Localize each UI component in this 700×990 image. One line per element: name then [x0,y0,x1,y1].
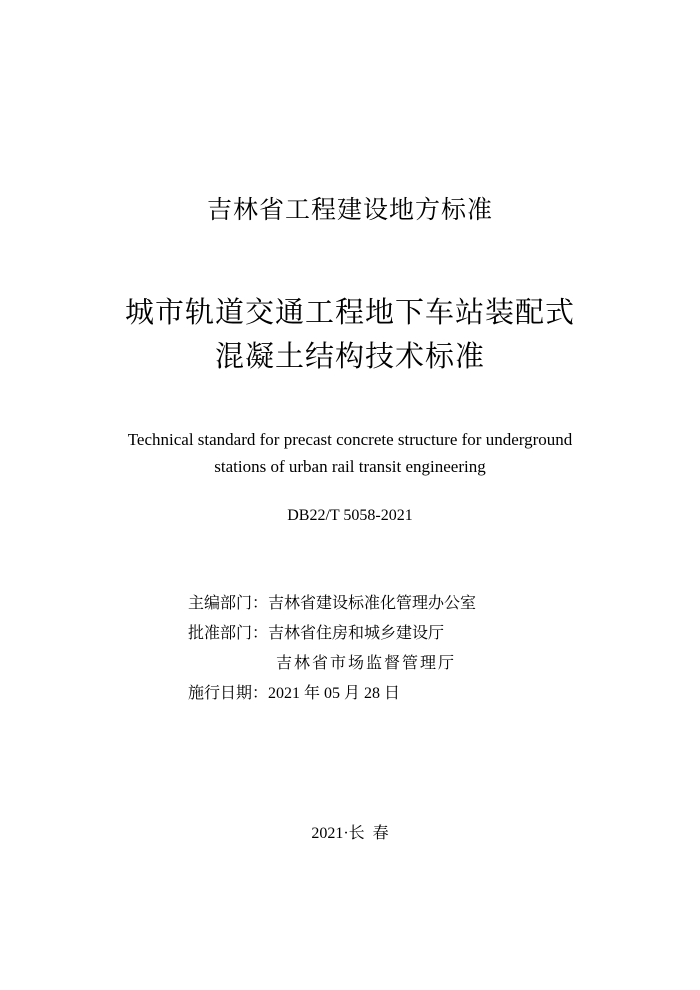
english-title-line-2: stations of urban rail transit engineering [214,457,486,476]
main-title-line-2: 混凝土结构技术标准 [214,339,485,373]
effective-date-row [188,678,476,708]
editor-row [188,588,476,618]
english-title-line-1: Technical standard for precast concrete structure for underground [127,430,573,449]
standard-number: DB22/T 5058-2021 [287,507,413,524]
approver-row [188,618,476,648]
approver-label: 批准部门： [188,623,269,642]
approver-value-2: 吉林省市场监督管理厅 [276,653,457,672]
publication-info-block [188,588,476,708]
english-title [0,426,700,480]
place-and-year-imprint: 2021·长 春 [311,825,389,842]
series-title: 吉林省工程建设地方标准 [206,195,493,224]
main-title [0,290,700,378]
main-title-line-1: 城市轨道交通工程地下车站装配式 [124,295,575,329]
approver-row-2 [188,648,476,678]
editor-value: 吉林省建设标准化管理办公室 [268,593,477,612]
effective-date-value: 2021 年 05 月 28 日 [268,685,401,702]
effective-date-label: 施行日期： [188,683,269,702]
approver-value-1: 吉林省住房和城乡建设厅 [268,623,445,642]
editor-label: 主编部门： [188,593,269,612]
